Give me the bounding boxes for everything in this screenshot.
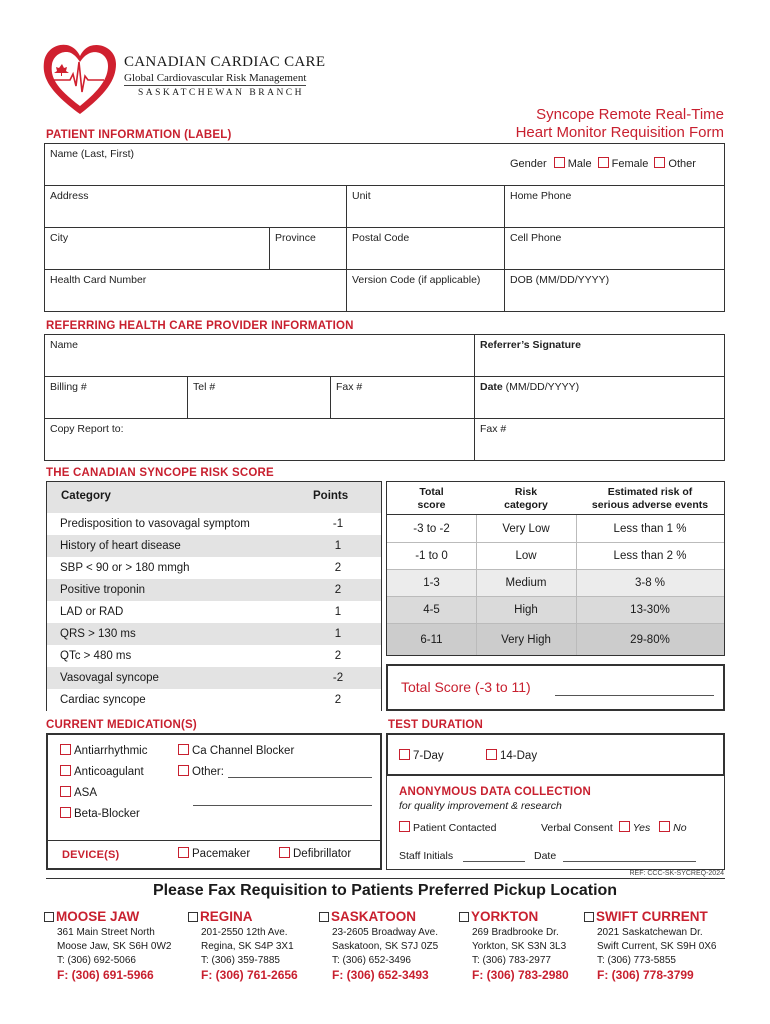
patient-name-label: Name (Last, First) bbox=[50, 148, 135, 160]
row-category: LAD or RAD bbox=[60, 606, 124, 618]
patient-contacted-label: Patient Contacted bbox=[413, 822, 497, 834]
devices-label: DEVICE(S) bbox=[62, 849, 120, 861]
fourteen-day-checkbox[interactable] bbox=[486, 749, 497, 760]
location-fax: F: (306) 778-3799 bbox=[597, 968, 694, 982]
header-divider bbox=[124, 85, 306, 86]
swift-current-checkbox[interactable] bbox=[584, 912, 594, 922]
row-risk: Very High bbox=[501, 633, 551, 646]
row-points: 2 bbox=[334, 562, 342, 574]
defibrillator-option[interactable] bbox=[279, 847, 351, 860]
date-label-rest: (MM/DD/YYYY) bbox=[502, 381, 580, 393]
org-branch: SASKATCHEWAN BRANCH bbox=[138, 88, 304, 98]
ca-channel-option[interactable] bbox=[178, 744, 294, 757]
anticoagulant-option[interactable] bbox=[60, 765, 144, 778]
row-risk: High bbox=[514, 604, 538, 616]
tel-field[interactable] bbox=[187, 376, 331, 419]
logo bbox=[40, 40, 120, 118]
location-tel: T: (306) 359-7885 bbox=[201, 955, 280, 966]
tel-label: Tel # bbox=[193, 381, 216, 393]
location-name: MOOSE JAW bbox=[56, 909, 140, 924]
consent-no-label: No bbox=[673, 822, 687, 834]
location-city: Regina, SK S4P 3X1 bbox=[201, 941, 294, 952]
fax-heading: Please Fax Requisition to Patients Preferred Pickup Location bbox=[152, 882, 618, 899]
total-score-line[interactable] bbox=[555, 695, 714, 696]
postal-code-label: Postal Code bbox=[352, 232, 410, 244]
seven-day-option[interactable] bbox=[399, 749, 444, 762]
home-phone-field[interactable] bbox=[504, 185, 725, 228]
copy-fax-label: Fax # bbox=[480, 423, 507, 435]
signature-label: Referrer’s Signature bbox=[480, 339, 581, 351]
row-category: QTc > 480 ms bbox=[60, 650, 132, 662]
location-city: Swift Current, SK S9H 0X6 bbox=[597, 941, 717, 952]
location-yorkton bbox=[459, 910, 569, 982]
location-fax: F: (306) 652-3493 bbox=[332, 968, 429, 982]
risk-category-header: category bbox=[504, 499, 548, 511]
row-points: 1 bbox=[334, 540, 342, 552]
row-category: History of heart disease bbox=[60, 540, 181, 552]
staff-initials-line[interactable] bbox=[463, 861, 525, 862]
antiarrhythmic-option[interactable] bbox=[60, 744, 148, 757]
total-score-label: Total Score (-3 to 11) bbox=[401, 679, 531, 695]
city-label: City bbox=[50, 232, 69, 244]
table-row bbox=[47, 667, 381, 689]
saskatoon-checkbox[interactable] bbox=[319, 912, 329, 922]
patient-contacted-option[interactable] bbox=[399, 821, 496, 834]
consent-yes-label: Yes bbox=[632, 822, 651, 834]
row-estimate: 29-80% bbox=[630, 633, 670, 646]
ca-channel-label: Ca Channel Blocker bbox=[192, 745, 295, 757]
location-tel: T: (306) 692-5066 bbox=[57, 955, 136, 966]
province-field[interactable] bbox=[269, 227, 347, 270]
bottom-divider bbox=[46, 878, 725, 879]
risk-header: Risk bbox=[514, 486, 538, 498]
address-label: Address bbox=[50, 190, 89, 202]
female-checkbox[interactable] bbox=[598, 157, 609, 168]
beta-blocker-option[interactable] bbox=[60, 807, 140, 820]
copy-report-field[interactable] bbox=[44, 418, 475, 461]
location-city: Saskatoon, SK S7J 0Z5 bbox=[332, 941, 439, 952]
location-name: SASKATOON bbox=[331, 909, 417, 924]
fourteen-day-option[interactable] bbox=[486, 749, 537, 762]
table-row bbox=[47, 557, 381, 579]
table-row bbox=[47, 689, 381, 711]
row-points: 1 bbox=[334, 606, 342, 618]
cell-phone-field[interactable] bbox=[504, 227, 725, 270]
version-code-field[interactable] bbox=[346, 269, 505, 312]
antiarrhythmic-checkbox[interactable] bbox=[60, 744, 71, 755]
anon-date-line[interactable] bbox=[563, 861, 696, 862]
risk-col-divider-1 bbox=[476, 515, 477, 655]
anonymous-title: ANONYMOUS DATA COLLECTION bbox=[399, 786, 591, 798]
location-street: 269 Bradbrooke Dr. bbox=[472, 927, 559, 938]
row-estimate: 13-30% bbox=[630, 604, 670, 616]
org-subtitle: Global Cardiovascular Risk Management bbox=[124, 72, 307, 84]
location-street: 23-2605 Broadway Ave. bbox=[332, 927, 439, 938]
seven-day-label: 7-Day bbox=[413, 750, 444, 762]
adverse-events-header: serious adverse events bbox=[591, 499, 709, 511]
location-name: YORKTON bbox=[471, 909, 539, 924]
gender-label: Gender bbox=[510, 158, 547, 170]
row-estimate: Less than 2 % bbox=[613, 550, 687, 562]
medication-section-title: CURRENT MEDICATION(S) bbox=[46, 719, 197, 731]
billing-label: Billing # bbox=[50, 381, 87, 393]
other-checkbox[interactable] bbox=[654, 157, 665, 168]
form-title-line2: Heart Monitor Requisition Form bbox=[515, 124, 724, 141]
dob-label: DOB (MM/DD/YYYY) bbox=[510, 274, 610, 286]
risk-section-title: THE CANADIAN SYNCOPE RISK SCORE bbox=[46, 467, 274, 479]
row-risk: Very Low bbox=[502, 522, 550, 535]
table-row bbox=[47, 535, 381, 557]
other-med-line-2[interactable] bbox=[193, 805, 372, 806]
table-row bbox=[387, 623, 724, 655]
ca-channel-checkbox[interactable] bbox=[178, 744, 189, 755]
anon-date-label: Date bbox=[534, 850, 557, 862]
yorkton-checkbox[interactable] bbox=[459, 912, 469, 922]
devices-divider bbox=[46, 840, 382, 841]
regina-checkbox[interactable] bbox=[188, 912, 198, 922]
location-regina bbox=[188, 910, 298, 982]
location-street: 201-2550 12th Ave. bbox=[201, 927, 288, 938]
location-name: REGINA bbox=[200, 909, 253, 924]
health-card-field[interactable] bbox=[44, 269, 347, 312]
antiarrhythmic-label: Antiarrhythmic bbox=[74, 745, 148, 757]
other-med-checkbox[interactable] bbox=[178, 765, 189, 776]
dob-field[interactable] bbox=[504, 269, 725, 312]
consent-yes-checkbox[interactable] bbox=[619, 821, 630, 832]
test-duration-title: TEST DURATION bbox=[388, 719, 484, 731]
city-field[interactable] bbox=[44, 227, 270, 270]
row-points: 2 bbox=[334, 584, 342, 596]
provider-name-label: Name bbox=[50, 339, 79, 351]
location-street: 361 Main Street North bbox=[57, 927, 155, 938]
date-field[interactable] bbox=[474, 376, 725, 419]
row-category: Vasovagal syncope bbox=[60, 672, 159, 684]
pacemaker-checkbox[interactable] bbox=[178, 847, 189, 858]
unit-label: Unit bbox=[352, 190, 371, 202]
total-header: Total bbox=[419, 486, 444, 498]
row-risk: Medium bbox=[505, 577, 547, 589]
pacemaker-option[interactable] bbox=[178, 847, 250, 860]
location-street: 2021 Saskatchewan Dr. bbox=[597, 927, 703, 938]
row-category: QRS > 130 ms bbox=[60, 628, 136, 640]
location-tel: T: (306) 773-5855 bbox=[597, 955, 676, 966]
location-moose-jaw bbox=[44, 910, 172, 982]
version-code-label: Version Code (if applicable) bbox=[352, 274, 481, 286]
health-card-label: Health Card Number bbox=[50, 274, 147, 286]
address-field[interactable] bbox=[44, 185, 347, 228]
home-phone-label: Home Phone bbox=[510, 190, 572, 202]
score-header: score bbox=[417, 499, 446, 511]
risk-col-divider-2 bbox=[576, 515, 577, 655]
table-row bbox=[47, 623, 381, 645]
female-label: Female bbox=[611, 158, 649, 170]
beta-blocker-checkbox[interactable] bbox=[60, 807, 71, 818]
cell-phone-label: Cell Phone bbox=[510, 232, 562, 244]
row-points: -2 bbox=[332, 672, 344, 684]
row-total: 6-11 bbox=[420, 633, 443, 646]
points-col-header: Points bbox=[313, 490, 349, 502]
asa-label: ASA bbox=[74, 787, 98, 799]
provider-fax-field[interactable] bbox=[330, 376, 475, 419]
row-risk: Low bbox=[515, 550, 537, 562]
location-fax: F: (306) 761-2656 bbox=[201, 968, 298, 982]
other-label: Other bbox=[668, 158, 696, 170]
location-tel: T: (306) 652-3496 bbox=[332, 955, 411, 966]
row-points: 2 bbox=[334, 650, 342, 662]
defibrillator-label: Defibrillator bbox=[293, 848, 352, 860]
other-med-label: Other: bbox=[192, 766, 224, 778]
unit-field[interactable] bbox=[346, 185, 505, 228]
risk-table-header bbox=[387, 482, 724, 515]
row-total: -3 to -2 bbox=[413, 522, 450, 535]
row-category: Cardiac syncope bbox=[60, 694, 146, 706]
row-total: -1 to 0 bbox=[415, 550, 448, 562]
row-estimate: 3-8 % bbox=[634, 577, 666, 589]
asa-option[interactable] bbox=[60, 786, 97, 799]
patient-section-title: PATIENT INFORMATION (LABEL) bbox=[46, 129, 232, 141]
table-row bbox=[387, 542, 724, 569]
org-name: CANADIAN CARDIAC CARE bbox=[124, 54, 326, 70]
provider-fax-label: Fax # bbox=[336, 381, 363, 393]
anticoagulant-checkbox[interactable] bbox=[60, 765, 71, 776]
table-row bbox=[47, 601, 381, 623]
provider-section-title: REFERRING HEALTH CARE PROVIDER INFORMATION bbox=[46, 320, 354, 332]
beta-blocker-label: Beta-Blocker bbox=[74, 808, 140, 820]
row-total: 4-5 bbox=[423, 604, 440, 616]
row-estimate: Less than 1 % bbox=[613, 522, 687, 535]
male-checkbox[interactable] bbox=[554, 157, 565, 168]
table-row bbox=[387, 569, 724, 596]
form-title-line1: Syncope Remote Real-Time bbox=[536, 106, 724, 123]
row-points: -1 bbox=[332, 518, 344, 530]
copy-report-label: Copy Report to: bbox=[50, 423, 124, 435]
heart-logo-icon bbox=[40, 40, 120, 118]
staff-initials-label: Staff Initials bbox=[399, 850, 454, 862]
seven-day-checkbox[interactable] bbox=[399, 749, 410, 760]
row-points: 1 bbox=[334, 628, 342, 640]
table-row bbox=[387, 515, 724, 542]
billing-field[interactable] bbox=[44, 376, 188, 419]
fourteen-day-label: 14-Day bbox=[500, 750, 538, 762]
location-fax: F: (306) 691-5966 bbox=[57, 968, 154, 982]
row-category: SBP < 90 or > 180 mmgh bbox=[60, 562, 190, 574]
location-tel: T: (306) 783-2977 bbox=[472, 955, 551, 966]
location-name: SWIFT CURRENT bbox=[596, 909, 708, 924]
row-points: 2 bbox=[334, 694, 342, 706]
row-category: Predisposition to vasovagal symptom bbox=[60, 518, 250, 530]
row-total: 1-3 bbox=[423, 577, 440, 589]
pacemaker-label: Pacemaker bbox=[192, 848, 251, 860]
location-swift-current bbox=[584, 910, 717, 982]
other-med-line-1[interactable] bbox=[228, 777, 372, 778]
verbal-consent-label: Verbal Consent bbox=[541, 822, 613, 834]
defibrillator-checkbox[interactable] bbox=[279, 847, 290, 858]
male-label: Male bbox=[567, 158, 592, 170]
moose-jaw-checkbox[interactable] bbox=[44, 912, 54, 922]
table-row bbox=[47, 645, 381, 667]
patient-contacted-checkbox[interactable] bbox=[399, 821, 410, 832]
location-city: Yorkton, SK S3N 3L3 bbox=[472, 941, 567, 952]
asa-checkbox[interactable] bbox=[60, 786, 71, 797]
anonymous-subtitle: for quality improvement & research bbox=[399, 800, 562, 812]
postal-code-field[interactable] bbox=[346, 227, 505, 270]
table-row bbox=[387, 596, 724, 623]
table-row bbox=[47, 579, 381, 601]
location-fax: F: (306) 783-2980 bbox=[472, 968, 569, 982]
copy-fax-field[interactable] bbox=[474, 418, 725, 461]
category-col-header: Category bbox=[61, 490, 111, 502]
signature-field[interactable] bbox=[474, 334, 725, 377]
province-label: Province bbox=[275, 232, 316, 244]
verbal-consent-group bbox=[541, 821, 687, 834]
location-city: Moose Jaw, SK S6H 0W2 bbox=[57, 941, 172, 952]
provider-name-field[interactable] bbox=[44, 334, 475, 377]
location-saskatoon bbox=[319, 910, 438, 982]
other-med-option[interactable] bbox=[178, 765, 224, 778]
ref-code: REF: CCC-SK-SYCREQ-2024 bbox=[629, 870, 724, 877]
estimated-header: Estimated risk of bbox=[607, 486, 693, 498]
gender-group bbox=[510, 157, 696, 170]
date-label-bold: Date bbox=[480, 381, 503, 393]
anticoagulant-label: Anticoagulant bbox=[74, 766, 144, 778]
consent-no-checkbox[interactable] bbox=[659, 821, 670, 832]
table-row bbox=[47, 513, 381, 535]
row-category: Positive troponin bbox=[60, 584, 146, 596]
